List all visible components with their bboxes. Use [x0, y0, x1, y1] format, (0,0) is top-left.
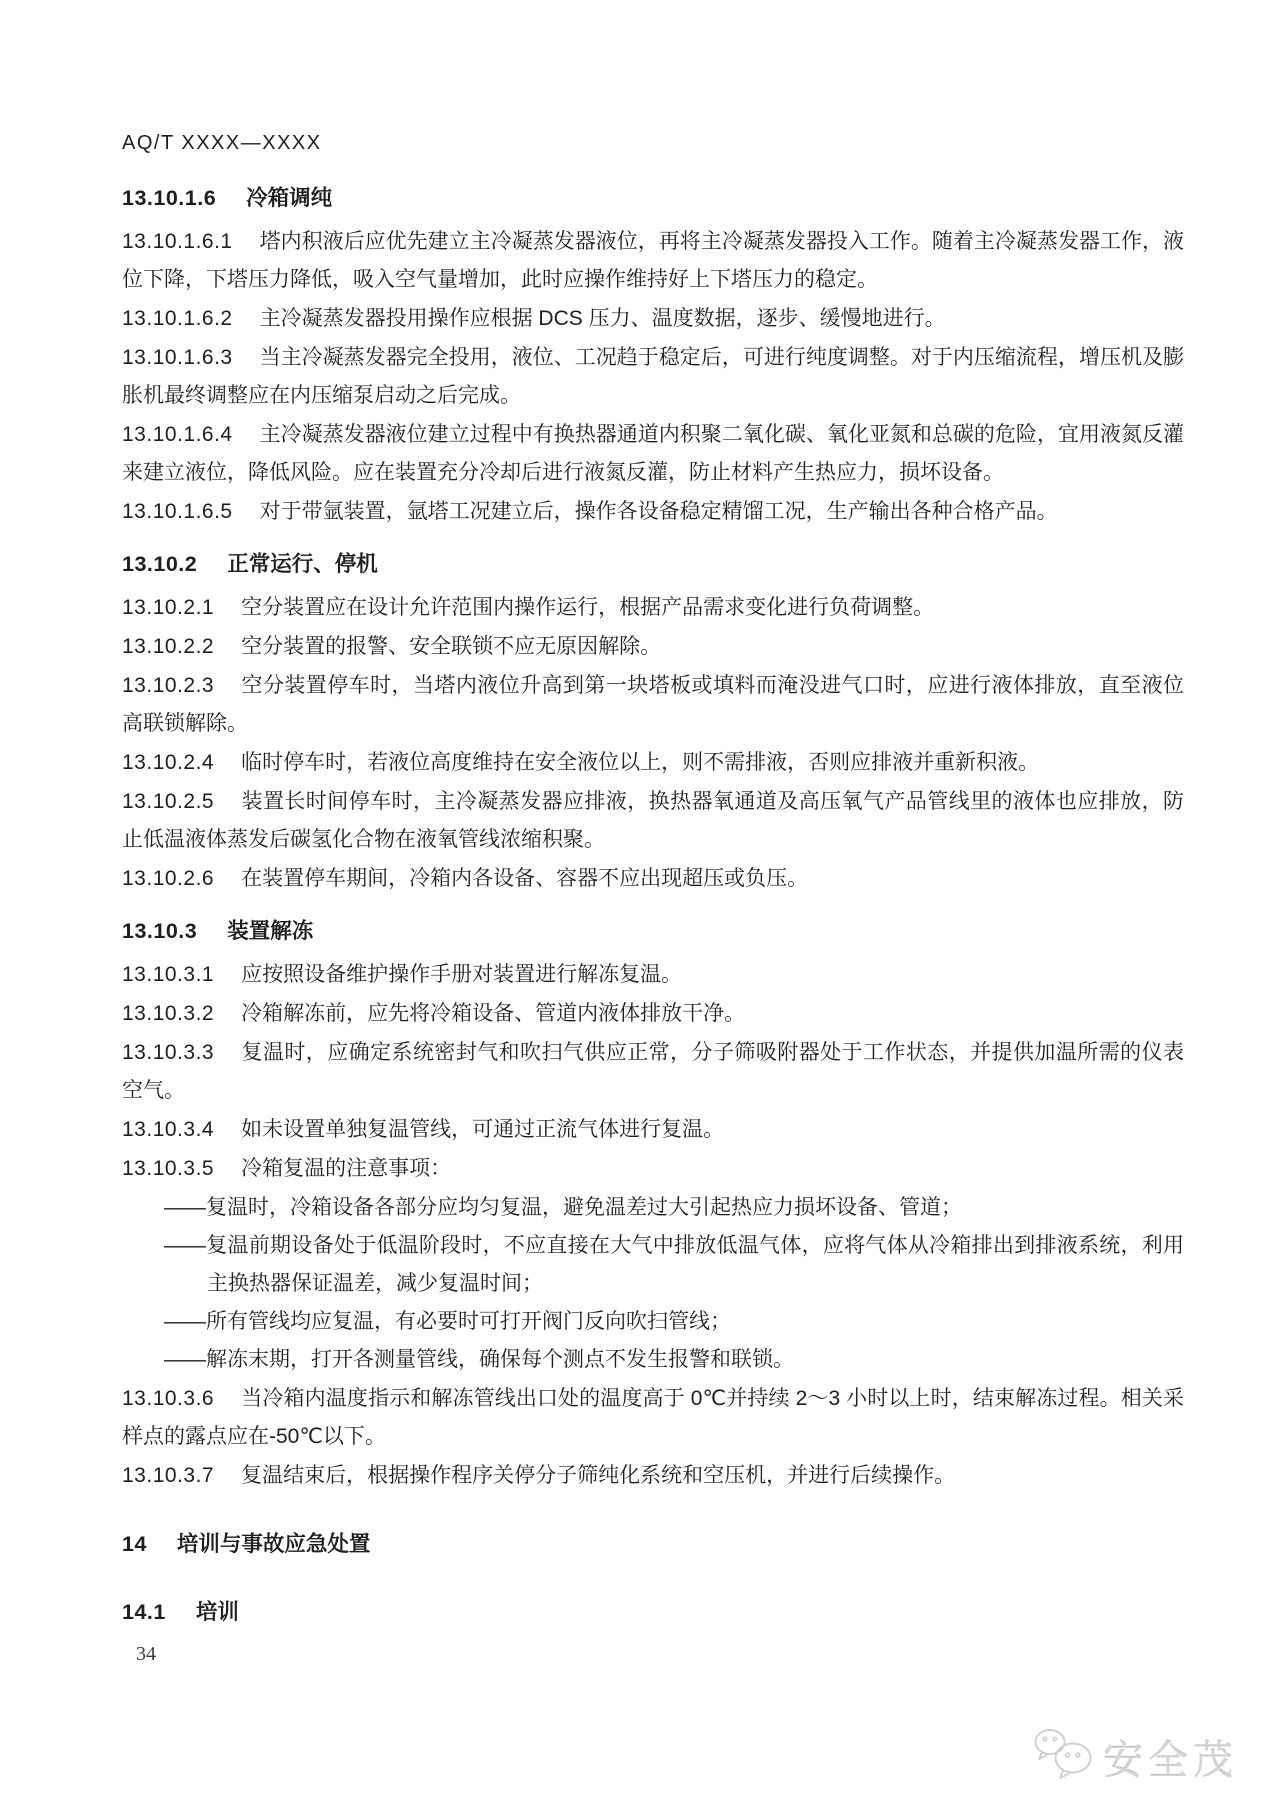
page-number: 34	[136, 1643, 156, 1665]
clause-13-10-1-6-2	[122, 300, 1184, 338]
clause-number: 13.10.2.5	[122, 790, 215, 813]
clause-number: 13.10.2.1	[122, 596, 215, 619]
clause-text: 装置长时间停车时，主冷凝蒸发器应排液，换热器氧通道及高压氧气产品管线里的液体也应排放，防止低温液体蒸发后碳氢化合物在液氧管线浓缩积聚。	[122, 790, 1184, 851]
clause-text: 冷箱解冻前，应先将冷箱设备、管道内液体排放干净。	[241, 1002, 746, 1025]
clause-text: 空分装置的报警、安全联锁不应无原因解除。	[241, 635, 662, 658]
heading-number: 13.10.1.6	[122, 186, 217, 210]
clause-13-10-3-1	[122, 956, 1184, 994]
heading-title: 培训与事故应急处置	[176, 1532, 371, 1556]
heading-number: 13.10.2	[122, 552, 198, 576]
clause-text: 空分装置应在设计允许范围内操作运行，根据产品需求变化进行负荷调整。	[241, 596, 935, 619]
clause-text: 临时停车时，若液位高度维持在安全液位以上，则不需排液，否则应排液并重新积液。	[241, 751, 1040, 774]
heading-13-10-2	[122, 545, 1184, 583]
dash-item-2: ——复温前期设备处于低温阶段时，不应直接在大气中排放低温气体，应将气体从冷箱排出到排液系统，利用主换热器保证温差，减少复温时间；	[164, 1234, 1184, 1295]
clause-text: 在装置停车期间，冷箱内各设备、容器不应出现超压或负压。	[241, 867, 809, 890]
clause-13-10-1-6-1	[122, 223, 1184, 299]
clause-13-10-3-6	[122, 1380, 1184, 1456]
clause-13-10-2-3	[122, 667, 1184, 743]
dash-item-1: ——复温时，冷箱设备各部分应均匀复温，避免温差过大引起热应力损坏设备、管道；	[164, 1196, 962, 1219]
clause-number: 13.10.3.7	[122, 1464, 215, 1487]
clause-number: 13.10.1.6.4	[122, 423, 233, 446]
clause-text: 如未设置单独复温管线，可通过正流气体进行复温。	[241, 1118, 725, 1141]
clause-number: 13.10.2.6	[122, 867, 215, 890]
clause-text: 冷箱复温的注意事项：	[241, 1157, 452, 1180]
clause-number: 13.10.3.3	[122, 1041, 215, 1064]
dash-item-3: ——所有管线均应复温，有必要时可打开阀门反向吹扫管线；	[164, 1310, 731, 1333]
clause-13-10-3-5	[122, 1150, 1184, 1188]
clause-text: 当主冷凝蒸发器完全投用，液位、工况趋于稳定后，可进行纯度调整。对于内压缩流程，增压机及膨胀机最终调整应在内压缩泵启动之后完成。	[122, 346, 1184, 407]
clause-13-10-1-6-3	[122, 339, 1184, 415]
heading-13-10-1-6	[122, 179, 1184, 217]
clause-13-10-3-4	[122, 1111, 1184, 1149]
heading-title: 装置解冻	[227, 919, 314, 943]
clause-13-10-2-1	[122, 589, 1184, 627]
clause-number: 13.10.3.1	[122, 963, 215, 986]
clause-number: 13.10.3.6	[122, 1387, 215, 1410]
clause-number: 13.10.2.4	[122, 751, 215, 774]
clause-number: 13.10.3.4	[122, 1118, 215, 1141]
clause-number: 13.10.1.6.1	[122, 230, 233, 253]
clause-13-10-2-5	[122, 783, 1184, 859]
clause-text: 当冷箱内温度指示和解冻管线出口处的温度高于 0℃并持续 2～3 小时以上时，结束解冻过程。相关采样点的露点应在-50℃以下。	[122, 1387, 1184, 1448]
clause-number: 13.10.2.3	[122, 674, 215, 697]
clause-13-10-3-7	[122, 1457, 1184, 1495]
heading-number: 14.1	[122, 1600, 166, 1624]
clause-13-10-2-4	[122, 744, 1184, 782]
heading-title: 培训	[195, 1600, 239, 1624]
clause-number: 13.10.3.2	[122, 1002, 215, 1025]
clause-13-10-1-6-4	[122, 416, 1184, 492]
clause-number: 13.10.1.6.5	[122, 500, 233, 523]
clause-text: 应按照设备维护操作手册对装置进行解冻复温。	[241, 963, 683, 986]
clause-number: 13.10.1.6.3	[122, 346, 233, 369]
heading-number: 14	[122, 1532, 147, 1556]
watermark-text: 安全茂	[1103, 1739, 1238, 1783]
clause-text: 主冷凝蒸发器液位建立过程中有换热器通道内积聚二氧化碳、氧化亚氮和总碳的危险，宜用液氮反灌来建立液位，降低风险。应在装置充分冷却后进行液氮反灌，防止材料产生热应力，损坏设备。	[122, 423, 1184, 484]
heading-14	[122, 1525, 1184, 1563]
wechat-bubbles-icon	[1031, 1727, 1095, 1788]
clause-number: 13.10.3.5	[122, 1157, 215, 1180]
heading-number: 13.10.3	[122, 919, 198, 943]
clause-text: 复温时，应确定系统密封气和吹扫气供应正常，分子筛吸附器处于工作状态，并提供加温所需的仪表空气。	[122, 1041, 1184, 1102]
clause-text: 空分装置停车时，当塔内液位升高到第一块塔板或填料而淹没进气口时，应进行液体排放，直至液位高联锁解除。	[122, 674, 1184, 735]
clause-number: 13.10.1.6.2	[122, 307, 233, 330]
clause-13-10-2-2	[122, 628, 1184, 666]
watermark	[1031, 1727, 1238, 1788]
clause-13-10-1-6-5	[122, 493, 1184, 531]
clause-13-10-2-6	[122, 860, 1184, 898]
clause-13-10-3-2	[122, 995, 1184, 1033]
heading-title: 正常运行、停机	[227, 552, 378, 576]
heading-13-10-3	[122, 912, 1184, 950]
running-header: AQ/T XXXX—XXXX	[122, 132, 322, 154]
clause-text: 对于带氩装置，氩塔工况建立后，操作各设备稳定精馏工况，生产输出各种合格产品。	[259, 500, 1058, 523]
dash-item-4: ——解冻末期，打开各测量管线，确保每个测点不发生报警和联锁。	[164, 1348, 794, 1371]
heading-title: 冷箱调纯	[246, 186, 333, 210]
clause-text: 主冷凝蒸发器投用操作应根据 DCS 压力、温度数据，逐步、缓慢地进行。	[259, 307, 946, 330]
clause-number: 13.10.2.2	[122, 635, 215, 658]
clause-13-10-3-3	[122, 1034, 1184, 1110]
heading-14-1	[122, 1593, 1184, 1631]
clause-text: 复温结束后，根据操作程序关停分子筛纯化系统和空压机，并进行后续操作。	[241, 1464, 956, 1487]
clause-text: 塔内积液后应优先建立主冷凝蒸发器液位，再将主冷凝蒸发器投入工作。随着主冷凝蒸发器工作，液位下降，下塔压力降低，吸入空气量增加，此时应操作维持好上下塔压力的稳定。	[122, 230, 1184, 291]
document-content	[122, 132, 1184, 1666]
